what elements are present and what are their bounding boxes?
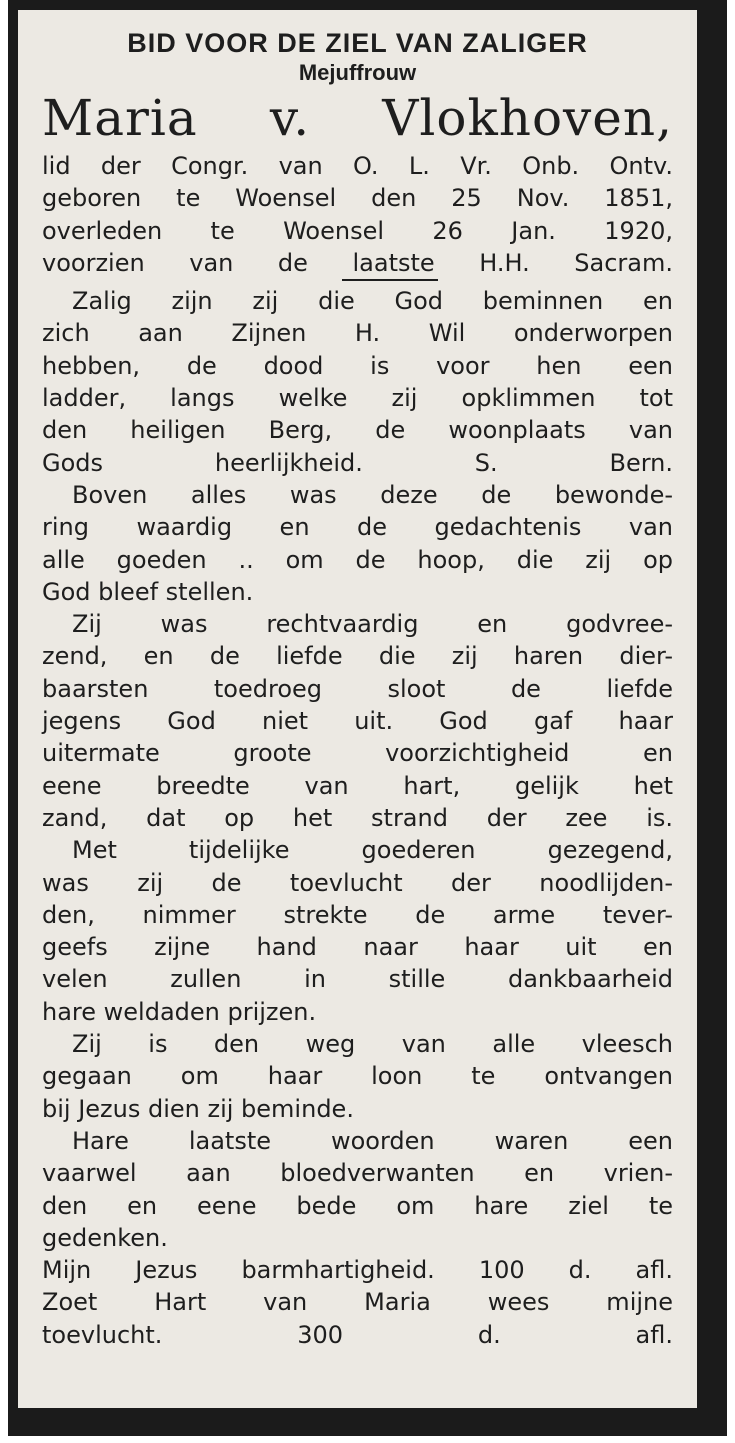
- text-line: vaarwel aan bloedverwanten en vrien-: [42, 1159, 673, 1188]
- text-line: Met tijdelijke goederen gezegend,: [72, 836, 673, 865]
- indulgence-label: 300 d. afl.: [297, 1320, 673, 1349]
- text-line: velen zullen in stille dankbaarheid: [42, 965, 673, 994]
- deceased-name: Maria v. Vlokhoven,: [42, 89, 673, 147]
- intro-line: geboren te Woensel den 25 Nov. 1851,: [42, 184, 673, 213]
- intro-line: overleden te Woensel 26 Jan. 1920,: [42, 216, 673, 245]
- divider: [342, 279, 438, 281]
- text-line: den heiligen Berg, de woonplaats van: [42, 416, 673, 445]
- text-line: Boven alles was deze de bewonde-: [72, 480, 673, 509]
- intro-line: voorzien van de laatste H.H. Sacram.: [42, 248, 673, 277]
- text-line: zand, dat op het strand der zee is.: [42, 803, 673, 832]
- prayer-line: [42, 1319, 673, 1351]
- text-line: geefs zijne hand naar haar uit en: [42, 933, 673, 962]
- prayer-line: Mijn Jezus barmhartigheid. 100 d. afl.: [42, 1256, 673, 1285]
- text-line: God bleef stellen.: [42, 577, 254, 606]
- honorific: Mejuffrouw: [298, 60, 417, 85]
- text-line: zend, en de liefde die zij haren dier-: [42, 642, 673, 671]
- text-line: ladder, langs welke zij opklimmen tot: [42, 384, 673, 413]
- intro-line: lid der Congr. van O. L. Vr. Onb. Ontv.: [42, 152, 673, 180]
- text-line: alle goeden .. om de hoop, die zij op: [42, 545, 673, 574]
- prayer-text: toevlucht.: [42, 1320, 163, 1349]
- card-paper: [18, 10, 697, 1408]
- text-line: hare weldaden prijzen.: [42, 997, 317, 1026]
- text-line: hebben, de dood is voor hen een: [42, 351, 673, 380]
- text-line: was zij de toevlucht der noodlijden-: [42, 868, 673, 897]
- quote-end-text: Gods heerlijkheid.: [42, 448, 363, 477]
- prayer-heading: BID VOOR DE ZIEL VAN ZALIGER: [127, 28, 588, 58]
- text-line: Zalig zijn zij die God beminnen en: [72, 287, 673, 316]
- text-line: Hare laatste woorden waren een: [72, 1126, 673, 1155]
- text-line: Zij is den weg van alle vleesch: [72, 1030, 673, 1059]
- memorial-card: [8, 0, 727, 1436]
- text-line: eene breedte van hart, gelijk het: [42, 771, 673, 800]
- text-line: baarsten toedroeg sloot de liefde: [42, 674, 673, 703]
- text-line: ring waardig en de gedachtenis van: [42, 513, 673, 542]
- quote-attribution-line: [42, 447, 673, 479]
- text-line: den en eene bede om hare ziel te: [42, 1191, 673, 1220]
- text-line: gedenken.: [42, 1223, 168, 1252]
- text-line: bij Jezus dien zij beminde.: [42, 1094, 354, 1123]
- text-line: zich aan Zijnen H. Wil onderworpen: [42, 319, 673, 348]
- text-line: jegens God niet uit. God gaf haar: [42, 707, 673, 736]
- text-line: gegaan om haar loon te ontvangen: [42, 1062, 673, 1091]
- text-line: Zij was rechtvaardig en godvree-: [72, 610, 673, 639]
- quote-attribution: S. Bern.: [474, 448, 673, 477]
- prayer-line: Zoet Hart van Maria wees mijne: [42, 1288, 673, 1317]
- text-line: uitermate groote voorzichtigheid en: [42, 739, 673, 768]
- text-line: den, nimmer strekte de arme tever-: [42, 900, 673, 929]
